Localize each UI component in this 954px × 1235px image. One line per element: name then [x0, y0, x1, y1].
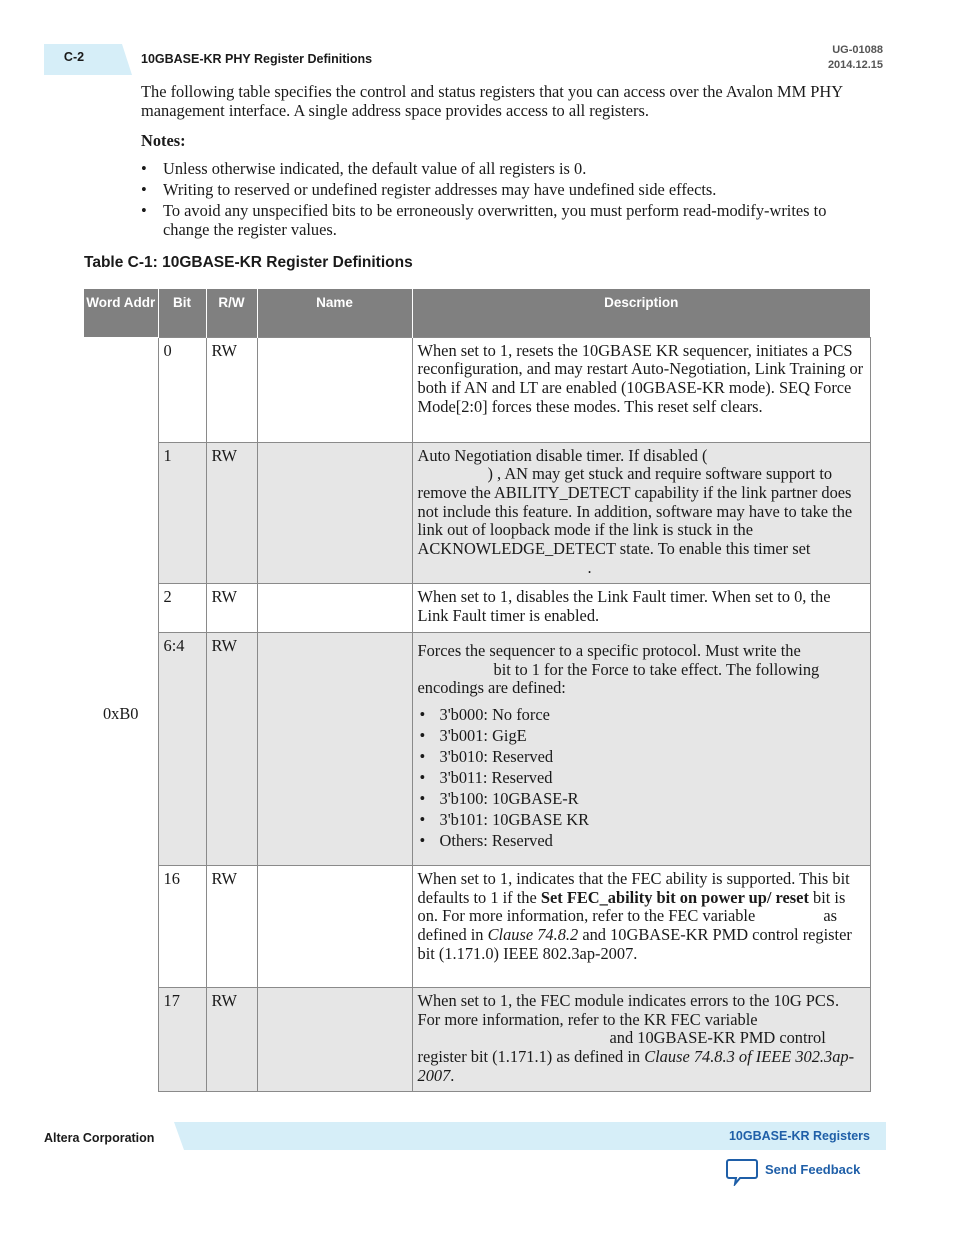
encoding-list: [418, 706, 865, 851]
name-cell: [257, 337, 412, 442]
rw-cell: RW: [206, 584, 257, 632]
col-header-word-addr: Word Addr: [84, 289, 158, 337]
page-number: C-2: [63, 50, 85, 64]
list-item: • 3'b000: No force: [418, 706, 865, 725]
list-item: • Others: Reserved: [418, 832, 865, 851]
description-cell: When set to 1, the FEC module indicates errors to the 10G PCS. For more information, refer to the KR FEC variable and 10GBASE-KR PMD control register bit (1.171.1) as defined in Clause 74.8.3 of IEEE 302.3ap-2007.: [412, 987, 870, 1092]
table-row: [84, 632, 870, 865]
notes-label: Notes:: [141, 131, 186, 150]
footer-section-link[interactable]: 10GBASE-KR Registers: [728, 1129, 870, 1143]
bit-cell: 6:4: [158, 632, 206, 865]
col-header-bit: Bit: [158, 289, 206, 337]
table-row: [84, 987, 870, 1092]
name-cell: [257, 865, 412, 987]
bit-cell: 0: [158, 337, 206, 442]
name-cell: [257, 584, 412, 632]
rw-cell: RW: [206, 632, 257, 865]
table-header-row: [84, 289, 870, 337]
rw-cell: RW: [206, 987, 257, 1092]
rw-cell: RW: [206, 442, 257, 584]
list-item: • 3'b011: Reserved: [418, 769, 865, 788]
bit-cell: 1: [158, 442, 206, 584]
table-row: [84, 442, 870, 584]
col-header-rw: R/W: [206, 289, 257, 337]
doc-info: [828, 43, 883, 73]
rw-cell: RW: [206, 337, 257, 442]
notes-list: [141, 160, 871, 242]
table-row: [84, 584, 870, 632]
table-caption: Table C-1: 10GBASE-KR Register Definitions: [84, 254, 413, 271]
section-title: 10GBASE-KR PHY Register Definitions: [141, 52, 373, 66]
list-item: • 3'b010: Reserved: [418, 748, 865, 767]
bit-cell: 17: [158, 987, 206, 1092]
feedback-bubble-icon[interactable]: [726, 1158, 758, 1186]
note-item: • Unless otherwise indicated, the default value of all registers is 0.: [141, 160, 871, 179]
note-item: • To avoid any unspecified bits to be erroneously overwritten, you must perform read-modify-writes to change the register values.: [141, 202, 871, 239]
send-feedback-link[interactable]: Send Feedback: [765, 1162, 861, 1177]
bit-cell: 2: [158, 584, 206, 632]
doc-id: UG-01088: [832, 44, 883, 56]
name-cell: [257, 632, 412, 865]
description-cell: When set to 1, indicates that the FEC ability is supported. This bit defaults to 1 if the Set FEC_ability bit on power up/ reset bit is on. For more information, refer to the FEC variable as defined in Clause 74.8.2 and 10GBASE-KR PMD control register bit (1.171.0) IEEE 802.3ap-2007.: [412, 865, 870, 987]
col-header-name: Name: [257, 289, 412, 337]
table-row: [84, 337, 870, 442]
col-header-description: Description: [412, 289, 870, 337]
list-item: • 3'b100: 10GBASE-R: [418, 790, 865, 809]
company-name: Altera Corporation: [44, 1131, 155, 1145]
bit-cell: 16: [158, 865, 206, 987]
table-row: [84, 865, 870, 987]
description-cell: When set to 1, disables the Link Fault timer. When set to 0, the Link Fault timer is enabled.: [412, 584, 870, 632]
list-item: • 3'b101: 10GBASE KR: [418, 811, 865, 830]
register-table: [84, 289, 871, 1092]
doc-date: 2014.12.15: [827, 59, 883, 71]
intro-paragraph: The following table specifies the control and status registers that you can access over the Avalon MM PHY management interface. A single address space provides access to all registers.: [141, 82, 843, 120]
rw-cell: RW: [206, 865, 257, 987]
name-cell: [257, 442, 412, 584]
word-addr-cell: 0xB0: [102, 704, 139, 724]
description-cell: When set to 1, resets the 10GBASE KR sequencer, initiates a PCS reconfiguration, and may restart Auto-Negotiation, Link Training or both if AN and LT are enabled (10GBASE-KR mode). SEQ Force Mode[2:0] forces these modes. This reset self clears.: [412, 337, 870, 442]
name-cell: [257, 987, 412, 1092]
note-item: • Writing to reserved or undefined register addresses may have undefined side effects.: [141, 181, 871, 200]
description-cell: Auto Negotiation disable timer. If disabled ( ) , AN may get stuck and require software support to remove the ABILITY_DETECT capability if the link partner does not include this feature. In addition, software may have to take the link out of loopback mode if the link is stuck in the ACKNOWLEDGE_DETECT state. To enable this timer set.: [412, 442, 870, 584]
list-item: • 3'b001: GigE: [418, 727, 865, 746]
description-cell: Forces the sequencer to a specific protocol. Must write the bit to 1 for the Force to take effect. The following encodings are defined: • 3'b000: No force • 3'b001: GigE • 3'b010: Reserved • 3'b011: Reserved • 3'b100: 10GBASE-R • 3'b101: 10GBASE KR • Others: Reserved: [412, 632, 870, 865]
